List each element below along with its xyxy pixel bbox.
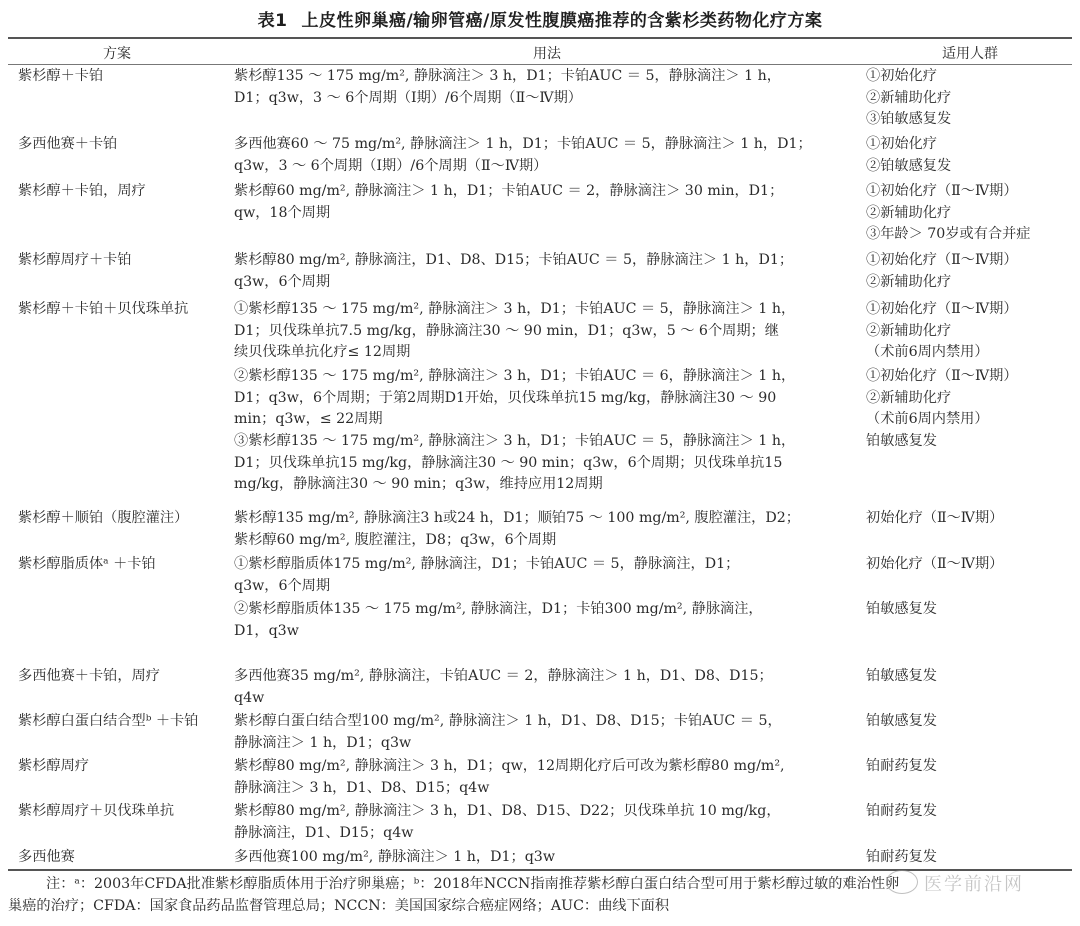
cell-usage [234,847,866,869]
wechat-bubble-icon [886,870,918,894]
cell-usage [234,299,866,364]
usage-line: 紫杉醇白蛋白结合型100 mg/m², 静脉滴注＞ 1 h，D1、D8、D15；卡铂AUC ＝ 5， [234,713,782,729]
table-header [8,40,1072,64]
usage-line: 紫杉醇60 mg/m², 静脉滴注＞ 1 h，D1；卡铂AUC ＝ 2，静脉滴注＞ 30 min，D1； [234,183,784,199]
usage-line: 紫杉醇135 mg/m², 静脉滴注3 h或24 h，D1；顺铂75 ～ 100 mg/m², 腹腔灌注，D2； [234,510,800,526]
cell-population [866,599,1076,621]
cell-scheme: 紫杉醇脂质体ᵃ ＋卡铂 [18,556,156,572]
cell-usage [234,431,866,496]
usage-line: 静脉滴注＞ 3 h，D1、D8、D15；q4w [234,779,490,796]
usage-line: 多西他赛35 mg/m², 静脉滴注，卡铂AUC ＝ 2，静脉滴注＞ 1 h，D1、D8、D15； [234,668,773,684]
cell-scheme: 紫杉醇＋卡铂，周疗 [18,183,146,199]
usage-line: D1；贝伐珠单抗7.5 mg/kg，静脉滴注30 ～ 90 min，D1；q3w，5 ～ 6个周期；继 [234,322,779,339]
population-line: ①初始化疗（Ⅱ～Ⅳ期） [866,301,1018,317]
table-number: 表1 [257,11,288,31]
cell-usage [234,554,866,597]
usage-line: ②紫杉醇脂质体135 ～ 175 mg/m², 静脉滴注，D1；卡铂300 mg/m², 静脉滴注， [234,601,763,617]
population-line: ②铂敏感复发 [866,157,952,174]
population-line: 铂敏感复发 [866,433,937,449]
population-line: ②新辅助化疗 [866,273,952,290]
cell-scheme: 紫杉醇＋卡铂＋贝伐珠单抗 [18,301,189,317]
table-title [0,6,1080,31]
cell-population [866,711,1076,733]
cell-usage [234,711,866,754]
cell-scheme: 多西他赛＋卡铂，周疗 [18,668,160,684]
header-scheme: 方案 [103,46,131,62]
watermark-text: 医学前沿网 [924,874,1024,895]
population-line: ①初始化疗（Ⅱ～Ⅳ期） [866,368,1018,384]
population-line: 铂敏感复发 [866,668,937,684]
usage-line: 紫杉醇80 mg/m², 静脉滴注＞ 3 h，D1、D8、D15、D22；贝伐珠单抗 10 mg/kg， [234,803,781,819]
header-population: 适用人群 [942,46,998,62]
cell-population [866,801,1076,823]
cell-scheme: 紫杉醇周疗＋卡铂 [18,252,132,268]
population-line: 初始化疗（Ⅱ～Ⅳ期） [866,510,1004,526]
usage-line: ③紫杉醇135 ～ 175 mg/m², 静脉滴注＞ 3 h，D1；卡铂AUC ＝ 5，静脉滴注＞ 1 h， [234,433,796,449]
population-line: ①初始化疗（Ⅱ～Ⅳ期） [866,252,1018,268]
usage-line: D1，q3w [234,622,299,639]
usage-line: qw，18个周期 [234,204,331,221]
population-line: ③铂敏感复发 [866,111,952,127]
cell-scheme: 紫杉醇周疗 [18,758,89,774]
header-usage: 用法 [533,46,561,62]
cell-scheme: 紫杉醇＋顺铂（腹腔灌注） [18,510,189,526]
table-title-text: 上皮性卵巢癌/输卵管癌/原发性腹膜癌推荐的含紫杉类药物化疗方案 [301,11,823,31]
cell-usage [234,66,866,109]
population-line: （术前6周内禁用） [866,411,989,427]
cell-scheme: 紫杉醇周疗＋贝伐珠单抗 [18,803,175,819]
notes-line-2: 巢癌的治疗；CFDA：国家食品药品监督管理总局；NCCN：美国国家综合癌症网络；AUC：曲线下面积 [8,898,670,914]
cell-population [866,508,1076,530]
cell-population [866,431,1076,453]
population-line: ②新辅助化疗 [866,322,952,339]
cell-usage [234,181,866,224]
usage-line: ②紫杉醇135 ～ 175 mg/m², 静脉滴注＞ 3 h，D1；卡铂AUC ＝ 6，静脉滴注＞ 1 h， [234,368,796,384]
usage-line: q3w，6个周期 [234,577,331,594]
population-line: ①初始化疗（Ⅱ～Ⅳ期） [866,183,1018,199]
cell-usage [234,801,866,844]
cell-usage [234,250,866,293]
population-line: 铂敏感复发 [866,601,937,617]
cell-population [866,554,1076,576]
cell-usage [234,134,866,177]
population-line: 铂敏感复发 [866,713,937,729]
usage-line: 紫杉醇80 mg/m², 静脉滴注，D1、D8、D15；卡铂AUC ＝ 5，静脉滴注＞ 1 h，D1； [234,252,794,268]
usage-line: ①紫杉醇135 ～ 175 mg/m², 静脉滴注＞ 3 h，D1；卡铂AUC ＝ 5，静脉滴注＞ 1 h， [234,301,796,317]
population-line: ①初始化疗 [866,68,937,84]
usage-line: mg/kg，静脉滴注30 ～ 90 min；q3w，维持应用12周期 [234,476,603,492]
cell-scheme: 多西他赛 [18,849,75,865]
usage-line: D1；贝伐珠单抗15 mg/kg，静脉滴注30 ～ 90 min；q3w，6个周期；贝伐珠单抗15 [234,454,783,471]
usage-line: ①紫杉醇脂质体175 mg/m², 静脉滴注，D1；卡铂AUC ＝ 5，静脉滴注，D1； [234,556,740,572]
cell-population [866,66,1076,131]
population-line: ①初始化疗 [866,136,937,152]
population-line: 铂耐药复发 [866,803,937,819]
notes-line-1: 注：ᵃ：2003年CFDA批准紫杉醇脂质体用于治疗卵巢癌；ᵇ：2018年NCCN指南推荐紫杉醇白蛋白结合型可用于紫杉醇过敏的难治性卵 [46,876,900,892]
cell-population [866,299,1076,364]
table-top-rule [8,37,1072,39]
usage-line: q3w，6个周期 [234,273,331,290]
population-line: 初始化疗（Ⅱ～Ⅳ期） [866,556,1004,572]
cell-population [866,366,1076,431]
cell-usage [234,666,866,709]
usage-line: 紫杉醇135 ～ 175 mg/m², 静脉滴注＞ 3 h，D1；卡铂AUC ＝ 5，静脉滴注＞ 1 h， [234,68,781,84]
population-line: ②新辅助化疗 [866,89,952,106]
table-header-rule [8,64,1072,65]
watermark [880,862,1080,902]
usage-line: min；q3w，≤ 22周期 [234,411,383,427]
usage-line: 静脉滴注＞ 1 h，D1；q3w [234,734,412,751]
cell-scheme: 紫杉醇白蛋白结合型ᵇ ＋卡铂 [18,713,199,729]
population-line: ③年龄＞ 70岁或有合并症 [866,226,1031,242]
cell-population [866,666,1076,688]
usage-line: 静脉滴注，D1、D15；q4w [234,824,414,841]
cell-population [866,134,1076,177]
population-line: （术前6周内禁用） [866,344,989,360]
usage-line: 多西他赛100 mg/m², 静脉滴注＞ 1 h，D1；q3w [234,849,555,865]
cell-usage [234,756,866,799]
cell-population [866,181,1076,246]
cell-scheme: 紫杉醇＋卡铂 [18,68,104,84]
cell-scheme: 多西他赛＋卡铂 [18,136,118,152]
usage-line: D1；q3w，6个周期；于第2周期D1开始，贝伐珠单抗15 mg/kg，静脉滴注30 ～ 90 [234,389,777,406]
usage-line: 紫杉醇80 mg/m², 静脉滴注＞ 3 h，D1；qw，12周期化疗后可改为紫杉醇80 mg/m², [234,758,785,774]
cell-usage [234,599,866,642]
usage-line: 续贝伐珠单抗化疗≤ 12周期 [234,344,411,360]
population-line: ②新辅助化疗 [866,389,952,406]
usage-line: 多西他赛60 ～ 75 mg/m², 静脉滴注＞ 1 h，D1；卡铂AUC ＝ 5，静脉滴注＞ 1 h，D1； [234,136,812,152]
population-line: 铂耐药复发 [866,849,937,865]
cell-population [866,250,1076,293]
usage-line: D1；q3w，3 ～ 6个周期（Ⅰ期）/6个周期（Ⅱ～Ⅳ期） [234,89,582,106]
usage-line: q3w，3 ～ 6个周期（Ⅰ期）/6个周期（Ⅱ～Ⅳ期） [234,157,548,174]
population-line: ②新辅助化疗 [866,204,952,221]
cell-population [866,756,1076,778]
cell-usage [234,366,866,431]
usage-line: q4w [234,689,265,706]
population-line: 铂耐药复发 [866,758,937,774]
usage-line: 紫杉醇60 mg/m², 腹腔灌注，D8；q3w，6个周期 [234,531,557,548]
cell-usage [234,508,866,551]
